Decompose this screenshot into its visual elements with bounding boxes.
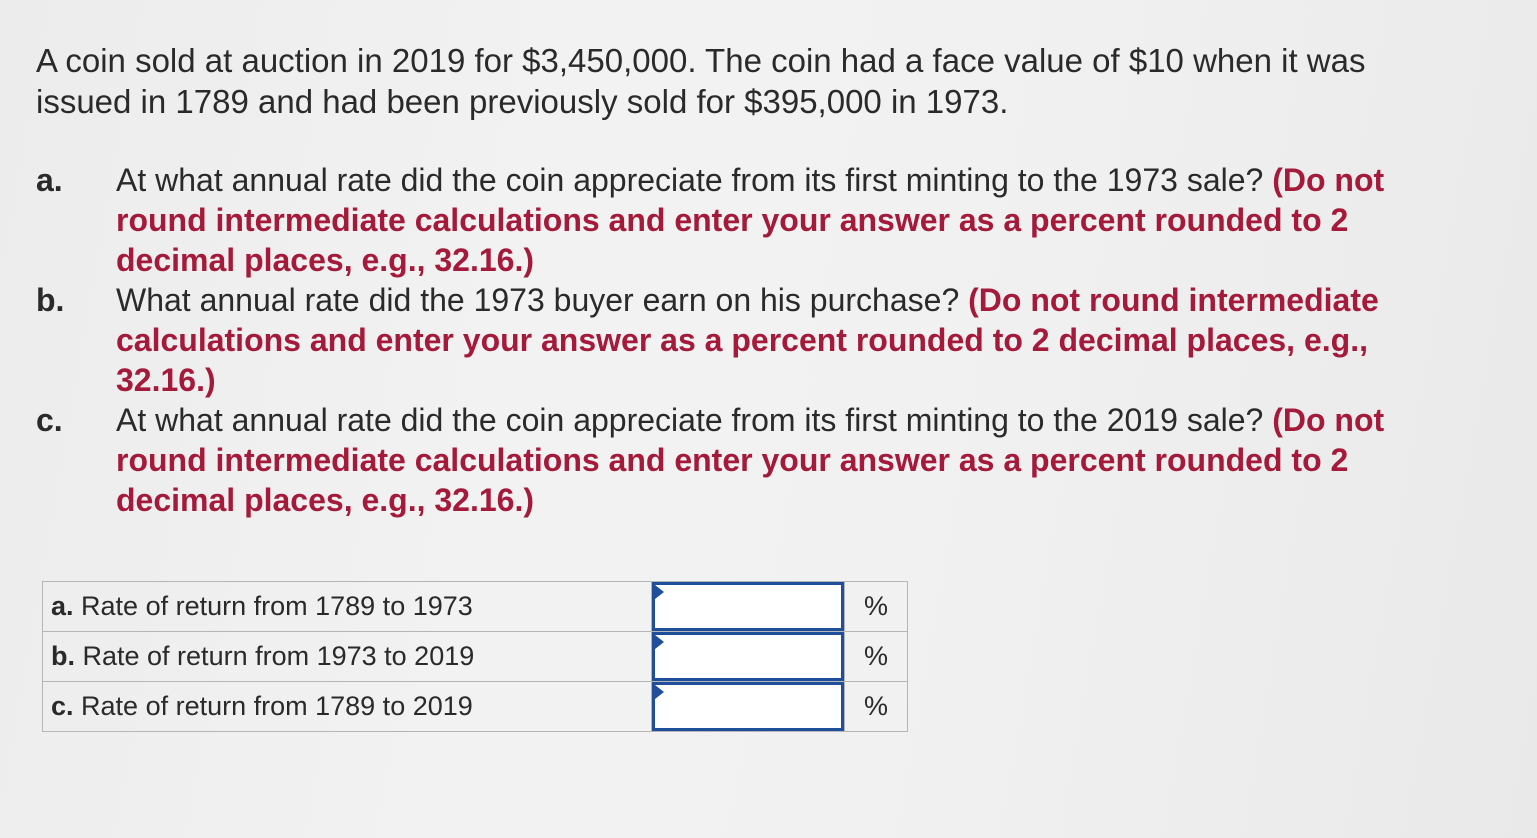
problem-statement: A coin sold at auction in 2019 for $3,450,000. The coin had a face value of $10 when it was issued in 1789 and had been previously sold for $395,000 in 1973.: [36, 42, 1366, 120]
question-instruction: (Do not round intermediate calculations and enter your answer as a percent rounded to 2 decimal places, e.g., 32.16.): [116, 282, 1379, 398]
percent-unit: %: [845, 682, 908, 732]
answer-row-letter: b.: [51, 641, 75, 671]
percent-unit: %: [845, 632, 908, 682]
answer-row-label: [43, 682, 652, 732]
question-letter: c.: [36, 402, 63, 438]
question-text: What annual rate did the 1973 buyer earn on his purchase?: [116, 282, 969, 318]
answer-table: [42, 581, 908, 732]
answer-input-b[interactable]: [652, 632, 844, 681]
answer-input-cell: [652, 682, 845, 732]
question-text: At what annual rate did the coin appreciate from its first minting to the 1973 sale?: [116, 162, 1273, 198]
answer-input-cell: [652, 632, 845, 682]
question-instruction: (Do not round intermediate calculations and enter your answer as a percent rounded to 2 decimal places, e.g., 32.16.): [116, 402, 1385, 518]
question-list: [36, 160, 1456, 520]
answer-input-a[interactable]: [652, 582, 844, 631]
answer-row-label: [43, 632, 652, 682]
question-body: [116, 160, 1456, 280]
answer-row-b: [43, 632, 908, 682]
answer-row-text: Rate of return from 1789 to 2019: [73, 691, 473, 721]
question-letter: a.: [36, 162, 63, 198]
question-b: [36, 280, 1456, 400]
question-body: [116, 400, 1456, 520]
percent-unit: %: [845, 582, 908, 632]
answer-row-a: [43, 582, 908, 632]
answer-row-text: Rate of return from 1973 to 2019: [75, 641, 475, 671]
question-text: At what annual rate did the coin appreciate from its first minting to the 2019 sale?: [116, 402, 1273, 438]
answer-row-text: Rate of return from 1789 to 1973: [73, 591, 473, 621]
question-body: [116, 280, 1456, 400]
answer-row-label: [43, 582, 652, 632]
input-flag-icon: [655, 635, 664, 649]
answer-input-cell: [652, 582, 845, 632]
answer-input-c[interactable]: [652, 682, 844, 731]
question-a: [36, 160, 1456, 280]
answer-row-letter: a.: [51, 591, 74, 621]
question-instruction: (Do not round intermediate calculations and enter your answer as a percent rounded to 2 decimal places, e.g., 32.16.): [116, 162, 1385, 278]
answer-row-c: [43, 682, 908, 732]
input-flag-icon: [655, 585, 664, 599]
answer-row-letter: c.: [51, 691, 74, 721]
question-letter: b.: [36, 282, 65, 318]
question-c: [36, 400, 1456, 520]
input-flag-icon: [655, 685, 664, 699]
